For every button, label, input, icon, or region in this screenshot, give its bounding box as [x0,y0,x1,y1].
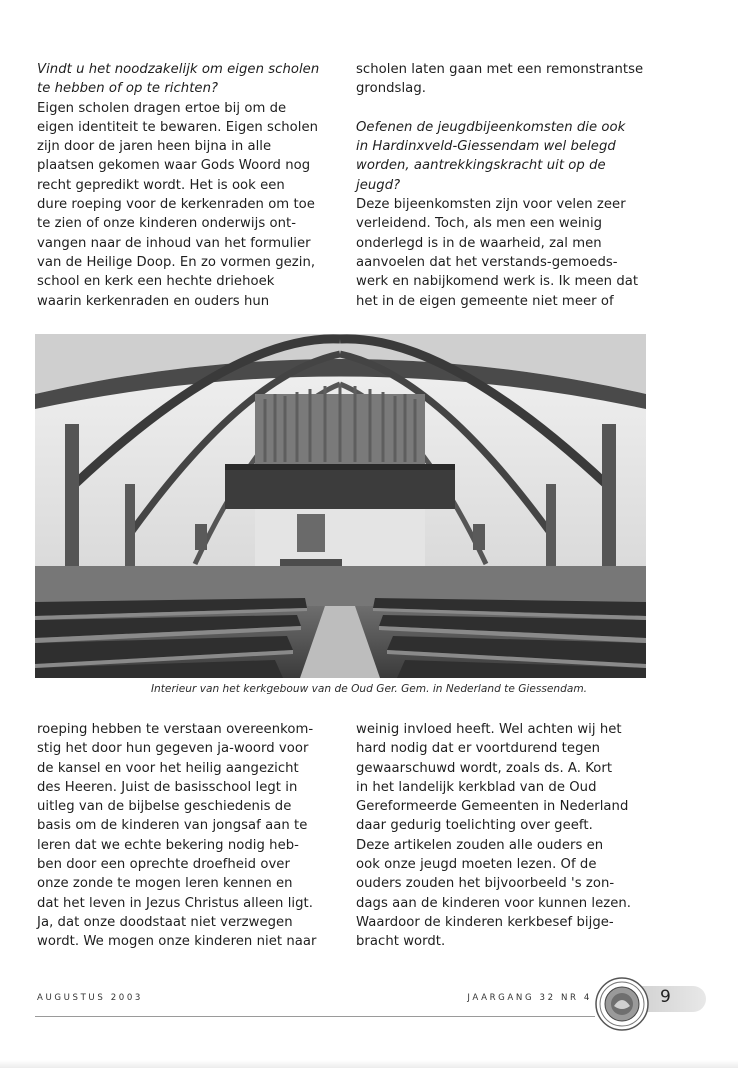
text-line: in het landelijk kerkblad van de Oud [356,779,597,795]
text-line: aanvoelen dat het verstands-gemoeds- [356,254,618,270]
text-line: daar gedurig toelichting over geeft. [356,818,593,834]
question-line: jeugd? [356,177,401,193]
church-seal-icon [594,976,650,1032]
page-number: 9 [660,987,671,1007]
text-line: ouders zouden het bijvoorbeeld 's zon- [356,876,615,892]
text-line: dure roeping voor de kerkenraden om toe [37,197,315,213]
text-line: eigen identiteit te bewaren. Eigen scholen [37,119,319,135]
question-line: in Hardinxveld-Giessendam wel belegd [356,139,616,155]
text-line: Gereformeerde Gemeenten in Nederland [356,799,629,815]
text-line: vangen naar de inhoud van het formulier [37,235,311,251]
text-line: hard nodig dat er voortdurend tegen [356,741,601,757]
article-column-bottom-left [37,720,337,952]
text-line: basis om de kinderen van jongsaf aan te [37,818,308,834]
text-line: ook onze jeugd moeten lezen. Of de [356,857,597,873]
question-line: Vindt u het noodzakelijk om eigen scholen [37,62,320,77]
text-line: stig het door hun gegeven ja-woord voor [37,741,309,757]
text-line: dags aan de kinderen voor kunnen lezen. [356,895,632,911]
text-line: Deze bijeenkomsten zijn voor velen zeer [356,197,626,213]
article-column-bottom-right [356,720,656,952]
text-line: roeping hebben te verstaan overeenkom- [37,722,314,737]
text-line: ben door een oprechte droefheid over [37,857,290,873]
church-interior-photo [35,334,646,678]
article-column-top-left [37,60,337,311]
text-line: de kansel en voor het heilig aangezicht [37,760,299,776]
text-line: recht gepredikt wordt. Het is ook een [37,177,285,193]
paragraph-gap [356,99,656,118]
page-edge [0,1060,738,1068]
text-line: het in de eigen gemeente niet meer of [356,293,614,309]
text-line: gewaarschuwd wordt, zoals ds. A. Kort [356,760,613,776]
text-line: Ja, dat onze doodstaat niet verzwegen [37,914,293,930]
text-line: school en kerk een hechte driehoek [37,274,275,290]
text-line: onze zonde te mogen leren kennen en [37,876,293,892]
text-line: bracht wordt. [356,934,446,950]
question-line: te hebben of op te richten? [37,81,219,97]
text-line: Waardoor de kinderen kerkbesef bijge- [356,914,614,930]
text-line: Eigen scholen dragen ertoe bij om de [37,100,287,116]
text-line: scholen laten gaan met een remonstrantse [356,62,644,77]
text-line: onderlegd is in de waarheid, zal men [356,235,602,251]
question-line: worden, aantrekkingskracht uit op de [356,158,606,174]
text-line: uitleg van de bijbelse geschiedenis de [37,799,292,815]
photo-caption: Interieur van het kerkgebouw van de Oud Ger. Gem. in Nederland te Giessendam. [150,683,588,695]
question-line: Oefenen de jeugdbijeenkomsten die ook [356,119,626,135]
text-line: dat het leven in Jezus Christus alleen ligt. [37,895,314,911]
text-line: verleidend. Toch, als men een weinig [356,216,603,232]
text-line: wordt. We mogen onze kinderen niet naar [37,934,317,950]
text-line: waarin kerkenraden en ouders hun [37,293,270,309]
text-line: van de Heilige Doop. En zo vormen gezin, [37,254,316,270]
text-line: plaatsen gekomen waar Gods Woord nog [37,158,311,174]
article-column-top-right [356,60,656,311]
text-line: weinig invloed heeft. Wel achten wij het [356,722,622,737]
text-line: Deze artikelen zouden alle ouders en [356,837,604,853]
text-line: zijn door de jaren heen bijna in alle [37,139,272,155]
text-line: werk en nabijkomend werk is. Ik meen dat [356,274,639,290]
text-line: des Heeren. Juist de basisschool legt in [37,779,298,795]
text-line: grondslag. [356,81,426,97]
text-line: te zien of onze kinderen onderwijs ont- [37,216,297,232]
footer-issue: JAARGANG 32 NR 4 [467,993,592,1003]
text-line: leren dat we echte bekering nodig heb- [37,837,299,853]
footer-divider [35,1016,595,1017]
footer-date: AUGUSTUS 2003 [37,993,143,1003]
